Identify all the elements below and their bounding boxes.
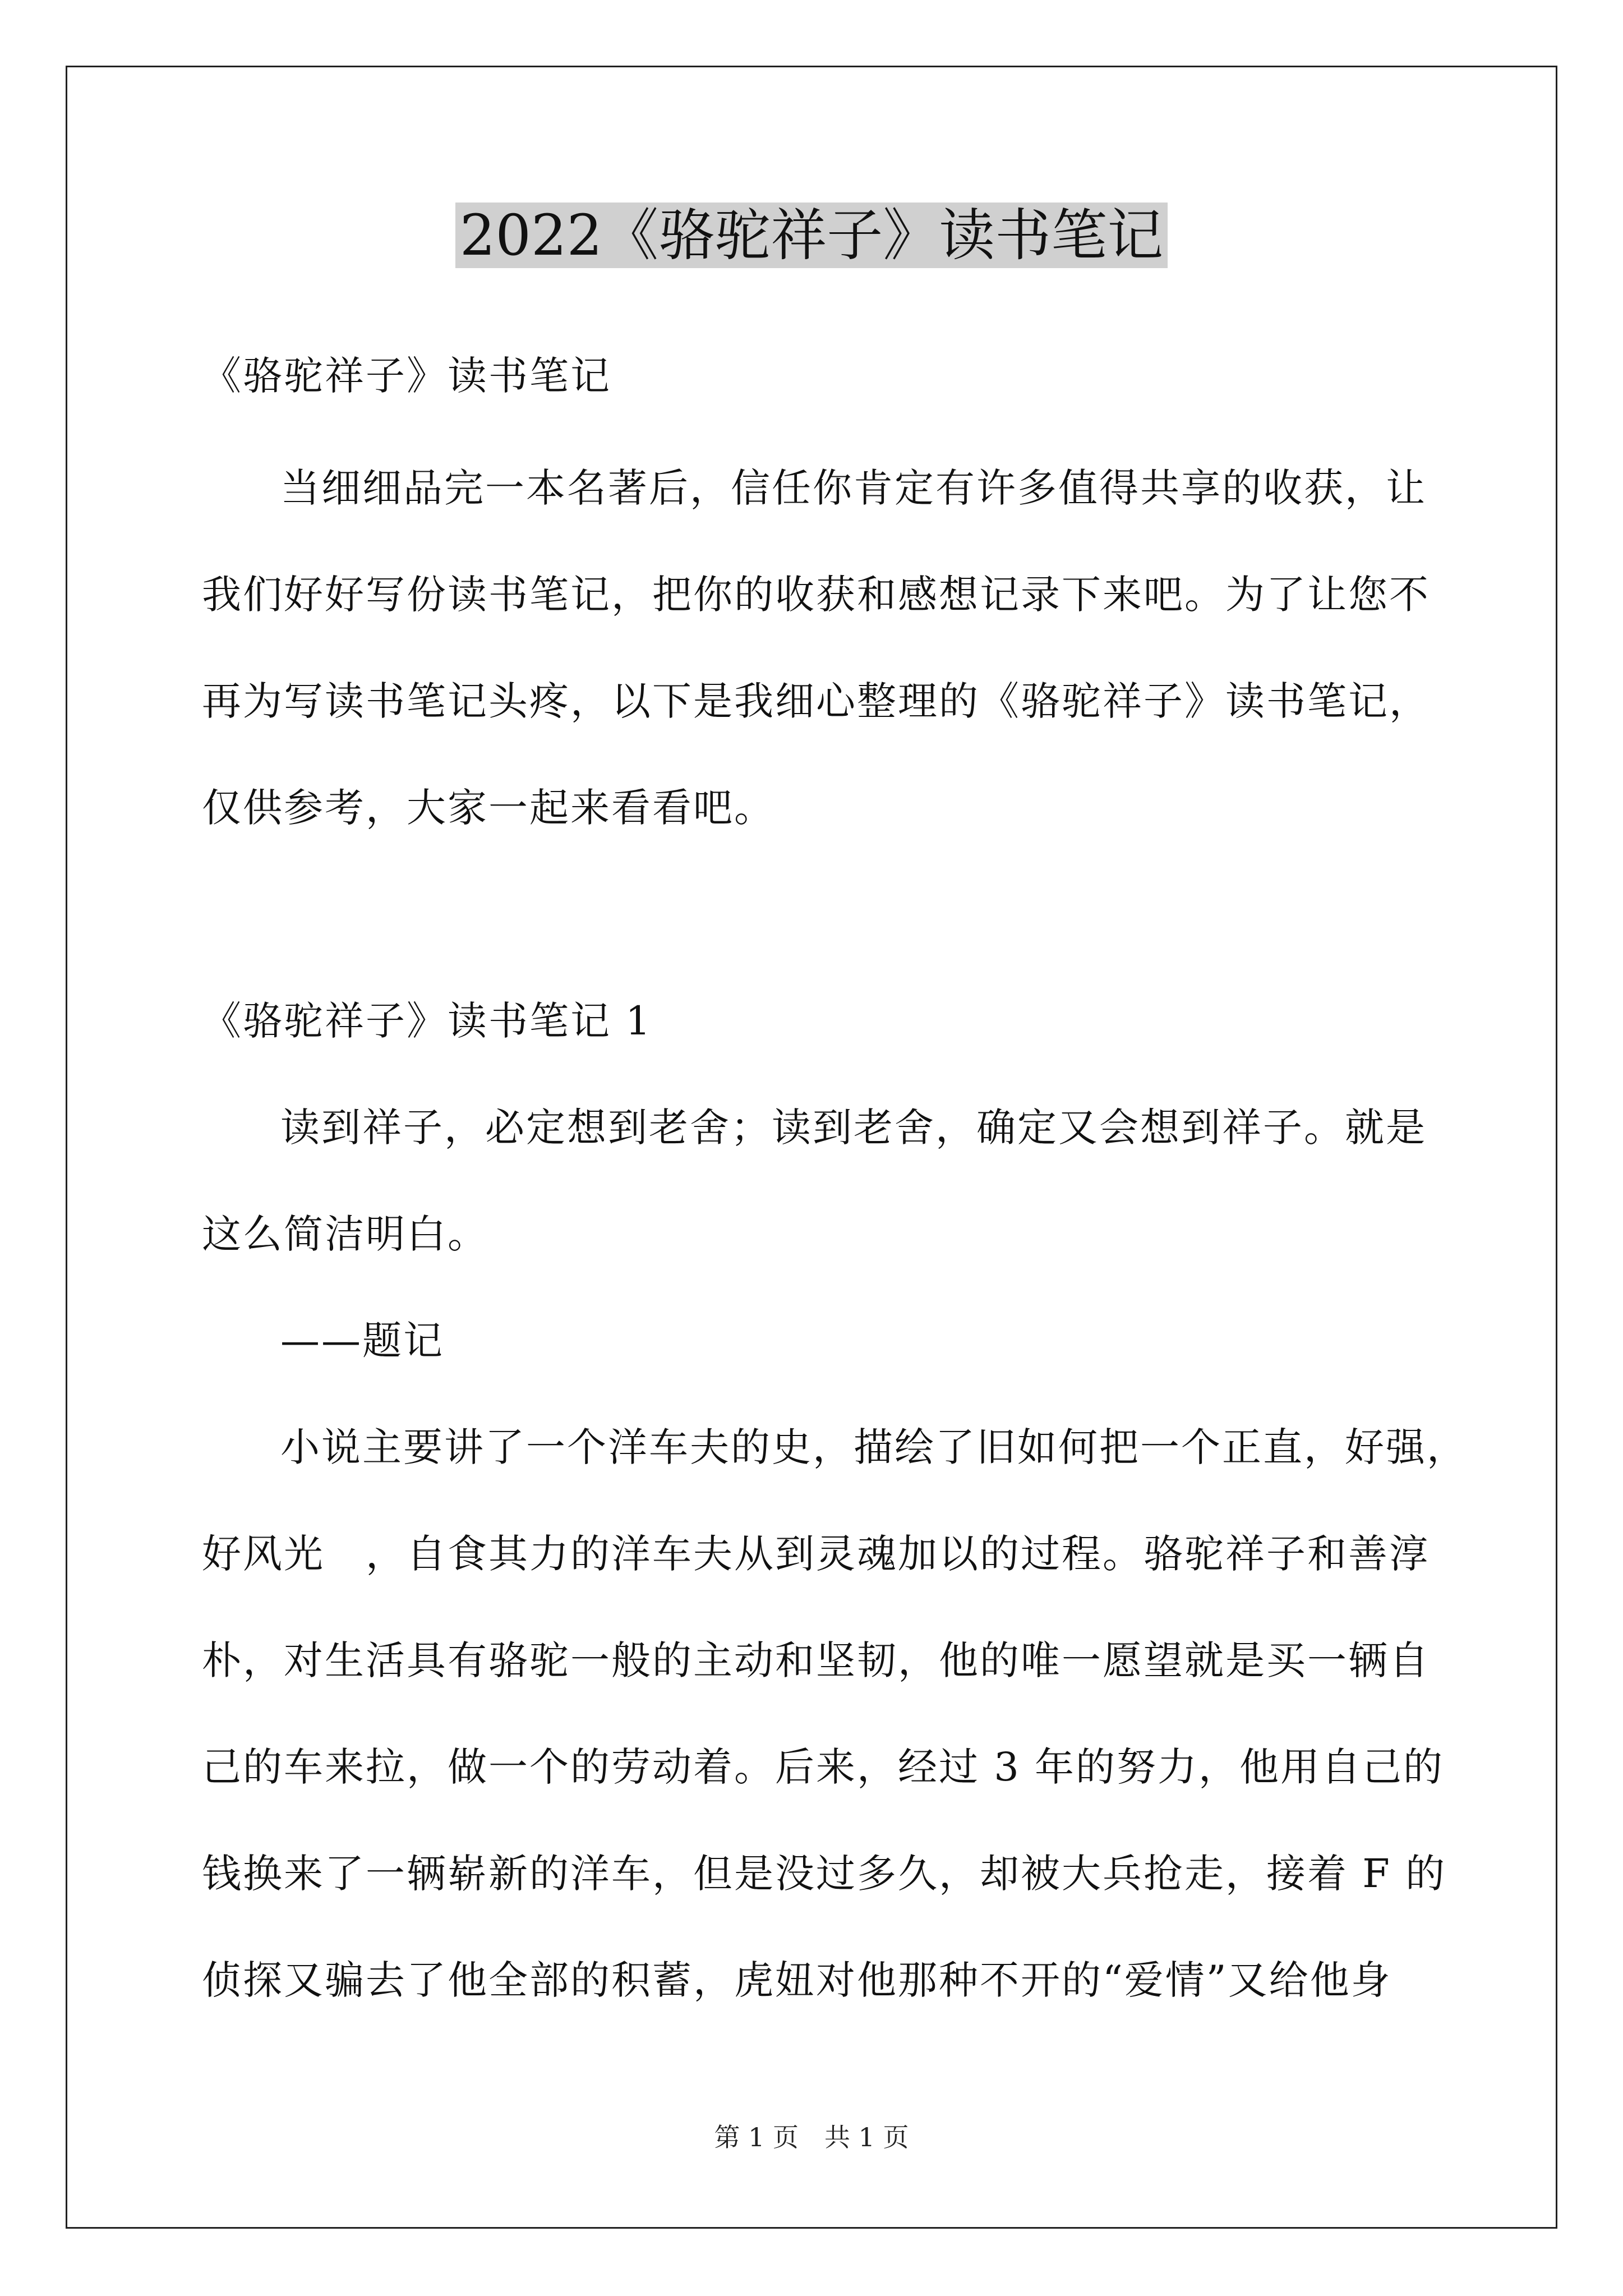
section2-line-1: 小说主要讲了一个洋车夫的史，描绘了旧如何把一个正直，好强，: [280, 1424, 1468, 1470]
page-footer: [0, 2120, 1623, 2154]
section2-line-5: 钱换来了一辆崭新的洋车，但是没过多久，却被大兵抢走，接着 F 的: [202, 1851, 1447, 1897]
page-number-label: 第 1 页 共 1 页: [714, 2122, 909, 2152]
section-heading: 《骆驼祥子》读书笔记 1: [202, 998, 652, 1044]
section1-line-2: 这么简洁明白。: [202, 1211, 488, 1257]
section2-line-3: 朴，对生活具有骆驼一般的主动和坚韧，他的唯一愿望就是买一辆自: [202, 1637, 1430, 1683]
intro-line-2: 我们好好写份读书笔记，把你的收获和感想记录下来吧。为了让您不: [202, 572, 1430, 618]
document-title-text: 2022《骆驼祥子》读书笔记: [455, 203, 1168, 268]
section2-line-2: 好风光 ，自食其力的洋车夫从到灵魂加以的过程。骆驼祥子和善淳: [202, 1531, 1430, 1577]
intro-line-1: 当细细品完一本名著后，信任你肯定有许多值得共享的收获，让: [280, 465, 1427, 511]
intro-line-3: 再为写读书笔记头疼，以下是我细心整理的《骆驼祥子》读书笔记，: [202, 678, 1430, 724]
document-title: [0, 196, 1623, 275]
intro-line-4: 仅供参考，大家一起来看看吧。: [202, 785, 775, 831]
section2-line-4: 己的车来拉，做一个的劳动着。后来，经过 3 年的努力，他用自己的: [202, 1744, 1445, 1790]
section1-line-1: 读到祥子，必定想到老舍；读到老舍，确定又会想到祥子。就是: [280, 1105, 1427, 1151]
document-subtitle: 《骆驼祥子》读书笔记: [202, 353, 611, 399]
epigraph: ——题记: [280, 1318, 444, 1364]
section2-line-6: 侦探又骗去了他全部的积蓄，虎妞对他那种不开的“爱情”又给他身: [202, 1957, 1392, 2003]
